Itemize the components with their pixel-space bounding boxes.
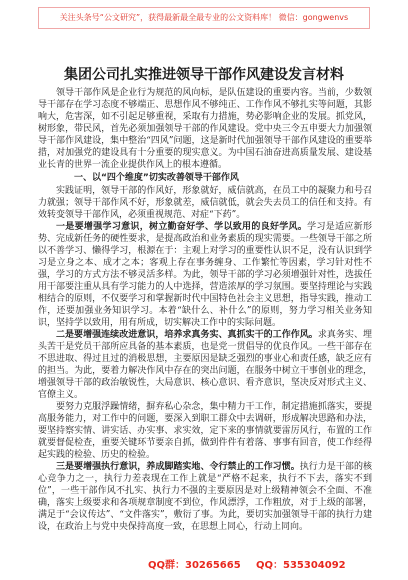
point-two-paragraph (38, 329, 372, 401)
point-three-lead: 三是要增强执行意识，养成脚踏实地、令行禁止的工作习惯。 (56, 462, 300, 472)
promo-banner (38, 7, 370, 29)
qq-contact-number: QQ：535304092 (256, 560, 346, 571)
point-two-text: 求真务实、埋头苦干是党员干部所应具备的基本素质，也是党一贯倡导的优良作风。一些干部存在不思进取、得过且过的消极思想，主要原因是缺乏强烈的事业心和责任感，缺乏应有的担当。为此，要着力解决作风中存在的突出问题，在服务中树立干事创业的理念，增强领导干部的政治敏锐性，大局意识、核心意识、看齐意识，坚决反对形式主义、官僚主义。 (38, 330, 372, 400)
qq-group-number: QQ群：30265665 (148, 560, 241, 571)
point-three-paragraph (38, 461, 372, 533)
point-one-paragraph (38, 221, 372, 329)
point-two-lead: 二是要增强连续改进意识，培养求真务实、真抓实干的工作作风。 (56, 330, 318, 340)
document-title: 集团公司扎实推进领导干部作风建设发言材料 (64, 67, 344, 83)
point-one-lead: 一是要增强学习意识，树立勤奋好学、学以致用的良好学风。 (56, 222, 308, 232)
point-one-text: 学习是适应新形势、完成新任务的硬性要求，是提高政治和业务素质的现实需要。一些领导干部之所以不善学习、懒得学习，根源在于：主观上对学习的重要性认识不足，没有认识到学习是立身之本、成才之本；客观上存在事务缠身、工作繁忙等因素，学习针对性不强，学习的方式方法不够灵活多样。为此，领导干部的学习必须增强针对性，选拔任用干部要注重从具有学习能力的人中选择，营造浓厚的学习氛围。要坚持理论与实践相结合的原则，不仅要学习和掌握新时代中国特色社会主义思想，指导实践，推动工作，还要加强业务知识学习。本着“缺什么、补什么”的原则，努力学习相关业务知识，坚持学以致用，用有所成，切实解决工作中的实际问题。 (38, 222, 372, 328)
point-three-text: 执行力是干部的核心竞争力之一，执行力差表现在工作上就是“严格不起来，执行不下去，落实不到位”，一些干部作风不扎实、执行力不强的主要原因是对上级精神领会不全面、不准确，落实上级要求和各项规章制度不到位，作风漂浮，工作粗放，对于上级的部署，满足于“会议传达”、“文件落实”，敷衍了事。为此，要切实加强领导干部的执行力建设，在政治上与党中央保持高度一致，在思想上同心，行动上同向。 (38, 462, 372, 532)
intro-paragraph: 领导干部作风是企业行为规范的风向标，是队伍建设的重要内容。当前，少数领导干部存在学习态度不够端正、思想作风不够纯正、工作作风不够扎实等问题，其影响大，危害深，如不引起足够重视，采取有力措施，势必影响企业的发展。抓党风，树形象，带民风，首先必须加强领导干部的作风建设。党中央三令五申要大力加强领导干部作风建设，集中整治“四风”问题，这是新时代加强领导干部作风建设的重要举措，对加强党的建设具有十分重要的现实意义。为中国石油奋进高质量发展、建设基业长青的世界一流企业提供作风上的根本遵循。 (38, 88, 372, 170)
document-body (38, 87, 372, 553)
point-two-continuation-paragraph: 要努力克服浮躁情绪，摒弃私心杂念，集中精力干工作，制定措施抓落实，要提高服务能力，对工作中的问题，要深入到职工群众中去调研，形成解决思路和办法，要坚持察实情、讲实话、办实事、求实效，定下来的事情就要雷厉风行，布置的工作就要督促检查，重要关键环节要亲自抓，做到件件有着落、事事有回音，使工作经得起实践的检验、历史的检验。 (38, 402, 372, 460)
section-heading: 一、以“四个维度”切实改善领导干部作风 (74, 173, 239, 183)
promo-banner-text: 关注头条号“公文研究”，获得最新最全最专业的公文资料库！ 微信：gongwenvs (59, 13, 349, 22)
section-intro-paragraph: 实践证明，领导干部的作风好，形象就好，威信就高，在员工中的凝聚力和号召力就强；领导干部作风不好，形象就差，威信就低，就会失去员工的信任和支持。有效转变领导干部作风，必须重视规范、对症“下药”。 (38, 186, 372, 220)
